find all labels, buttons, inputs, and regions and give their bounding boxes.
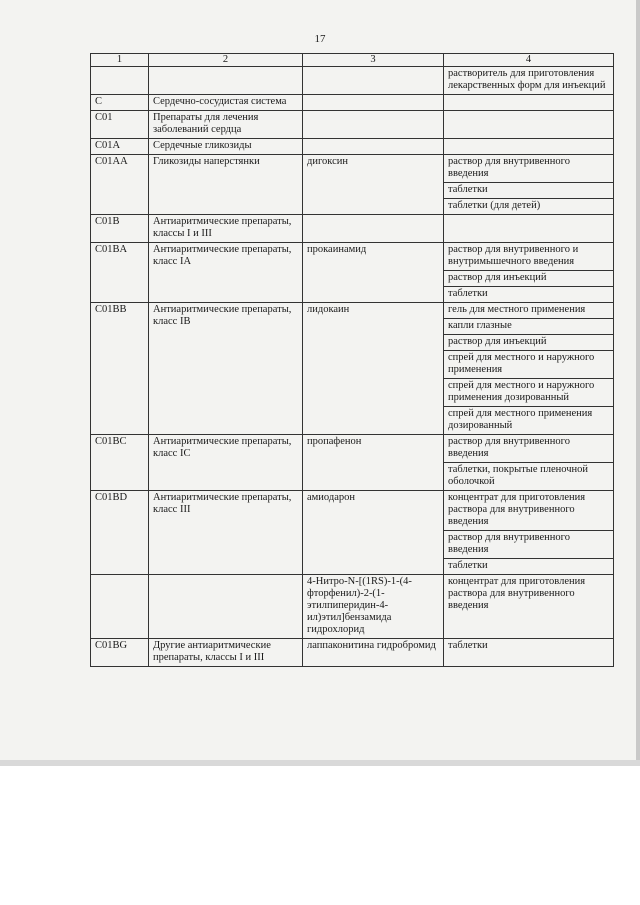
dosage-form-cell: таблетки, покрытые пленочной оболочкой	[444, 463, 614, 491]
group-name-cell: Антиаритмические препараты, класс IB	[149, 303, 303, 435]
table-row	[91, 95, 614, 111]
group-name-cell: Антиаритмические препараты, класс III	[149, 491, 303, 575]
group-name-cell	[149, 575, 303, 639]
drug-table	[90, 53, 614, 667]
dosage-form-cell: концентрат для приготовления раствора для внутривенного введения	[444, 491, 614, 531]
group-name-cell: Антиаритмические препараты, класс IC	[149, 435, 303, 491]
drug-name-cell: дигоксин	[303, 155, 444, 215]
dosage-form-cell	[444, 139, 614, 155]
dosage-form-cell	[444, 95, 614, 111]
drug-name-cell	[303, 67, 444, 95]
page-number: 17	[314, 33, 326, 45]
atc-code-cell: C	[91, 95, 149, 111]
table-row	[91, 491, 614, 531]
dosage-form-cell: спрей для местного применения дозированный	[444, 407, 614, 435]
group-name-cell: Антиаритмические препараты, класс IA	[149, 243, 303, 303]
dosage-form-cell: раствор для внутривенного и внутримышечного введения	[444, 243, 614, 271]
header-row	[91, 54, 614, 67]
dosage-form-cell: спрей для местного и наружного применения дозированный	[444, 379, 614, 407]
column-header: 1	[91, 54, 149, 67]
dosage-form-cell: таблетки	[444, 287, 614, 303]
dosage-form-cell: таблетки (для детей)	[444, 199, 614, 215]
table-row	[91, 435, 614, 463]
drug-name-cell: амиодарон	[303, 491, 444, 575]
group-name-cell: Препараты для лечения заболеваний сердца	[149, 111, 303, 139]
table-row	[91, 303, 614, 319]
atc-code-cell: C01BB	[91, 303, 149, 435]
table-row	[91, 215, 614, 243]
dosage-form-cell: раствор для внутривенного введения	[444, 435, 614, 463]
table-row	[91, 639, 614, 667]
atc-code-cell: C01B	[91, 215, 149, 243]
group-name-cell: Гликозиды наперстянки	[149, 155, 303, 215]
drug-name-cell	[303, 95, 444, 111]
dosage-form-cell: таблетки	[444, 559, 614, 575]
atc-code-cell	[91, 575, 149, 639]
atc-code-cell: C01BD	[91, 491, 149, 575]
group-name-cell: Антиаритмические препараты, классы I и III	[149, 215, 303, 243]
drug-name-cell: лидокаин	[303, 303, 444, 435]
table-row	[91, 575, 614, 639]
drug-name-cell: прокаинамид	[303, 243, 444, 303]
drug-name-cell: пропафенон	[303, 435, 444, 491]
dosage-form-cell: раствор для инъекций	[444, 271, 614, 287]
dosage-form-cell: растворитель для приготовления лекарственных форм для инъекций	[444, 67, 614, 95]
drug-name-cell	[303, 111, 444, 139]
group-name-cell: Сердечные гликозиды	[149, 139, 303, 155]
dosage-form-cell: гель для местного применения	[444, 303, 614, 319]
column-header: 3	[303, 54, 444, 67]
table-body	[91, 67, 614, 667]
table-row	[91, 243, 614, 271]
scan-edge	[0, 760, 640, 766]
dosage-form-cell: таблетки	[444, 639, 614, 667]
dosage-form-cell: спрей для местного и наружного применения	[444, 351, 614, 379]
dosage-form-cell: раствор для внутривенного введения	[444, 531, 614, 559]
drug-name-cell: 4-Нитро-N-[(1RS)-1-(4-фторфенил)-2-(1-этилпиперидин-4-ил)этил]бензамида гидрохлорид	[303, 575, 444, 639]
dosage-form-cell: раствор для внутривенного введения	[444, 155, 614, 183]
group-name-cell	[149, 67, 303, 95]
dosage-form-cell: раствор для инъекций	[444, 335, 614, 351]
dosage-form-cell: концентрат для приготовления раствора для внутривенного введения	[444, 575, 614, 639]
atc-code-cell: C01BG	[91, 639, 149, 667]
atc-code-cell: C01A	[91, 139, 149, 155]
atc-code-cell: C01BC	[91, 435, 149, 491]
group-name-cell: Сердечно-сосудистая система	[149, 95, 303, 111]
column-header: 2	[149, 54, 303, 67]
atc-code-cell: C01BA	[91, 243, 149, 303]
dosage-form-cell	[444, 215, 614, 243]
table-row	[91, 111, 614, 139]
table-row	[91, 139, 614, 155]
atc-code-cell	[91, 67, 149, 95]
drug-name-cell	[303, 215, 444, 243]
column-header: 4	[444, 54, 614, 67]
dosage-form-cell: таблетки	[444, 183, 614, 199]
table-row	[91, 155, 614, 183]
drug-name-cell: лаппаконитина гидробромид	[303, 639, 444, 667]
drug-name-cell	[303, 139, 444, 155]
table-row	[91, 67, 614, 95]
dosage-form-cell: капли глазные	[444, 319, 614, 335]
group-name-cell: Другие антиаритмические препараты, классы I и III	[149, 639, 303, 667]
atc-code-cell: C01AA	[91, 155, 149, 215]
dosage-form-cell	[444, 111, 614, 139]
atc-code-cell: C01	[91, 111, 149, 139]
